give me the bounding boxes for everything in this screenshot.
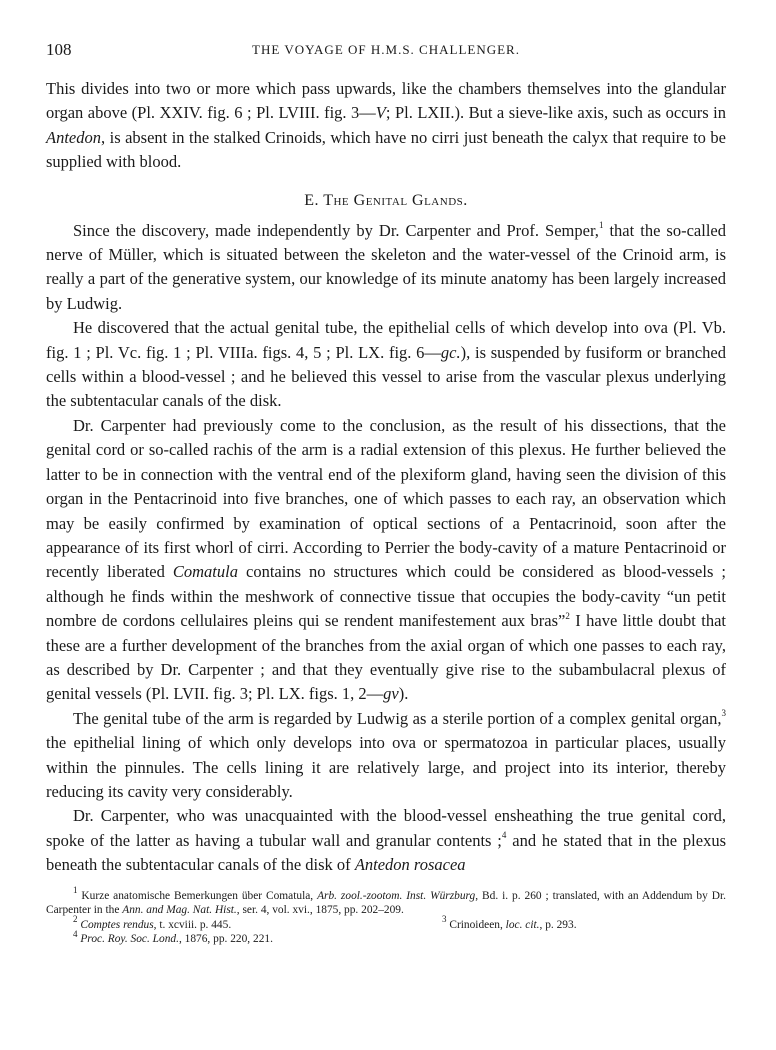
footnote-ref-1: 1 [598,220,604,231]
paragraph-ludwig-organ: The genital tube of the arm is regarded by Ludwig as a sterile portion of a complex genital organ,$^3$ the epithelial lining of which only develops into ova or spermatozoa in particular places, usually within the pinnules. The cells lining it are relatively large, and project into its interior, thereby reducing its cavity very considerably. [46,708,726,801]
footnote-ref-3: 3 [721,708,726,719]
footnote-1: $^1$ Kurze anatomische Bemerkungen über Comatula, Arb. zool.-zootom. Inst. Würzburg, Bd. i. p. 260 ; translated, with an Addendum by Dr. Carpenter in the Ann. and Mag. Nat. Hist., ser. 4, vol. xvi., 1875, pp. 202–209. [46,884,726,917]
page [46,40,726,947]
page-number: 108 [46,40,72,59]
paragraph-carpenter-cord: Dr. Carpenter, who was unacquainted with the blood-vessel ensheathing the true genital cord, spoke of the latter as having a tubular wall and granular contents ;$^4$ and he stated that in the plexus beneath the subtentacular canals of the disk of Antedon rosacea [46,806,727,875]
running-title: THE VOYAGE OF H.M.S. CHALLENGER. [252,42,520,57]
footnote-row [46,913,726,933]
footnote-3: $^3$ Crinoideen, loc. cit., p. 293. [442,913,577,931]
footnote-2: $^2$ Comptes rendus, t. xcviii. p. 445. [73,913,232,931]
page-header [46,40,726,66]
footnote-ref-4: 4 [501,830,507,841]
footnotes [46,884,726,947]
footnote-4: $^4$ Proc. Roy. Soc. Lond., 1876, pp. 220, 221. [73,928,273,946]
paragraph-continuation: This divides into two or more which pass upwards, like the chambers themselves into the glandular organ above (Pl. XXIV. fig. 6 ; Pl. LVIII. fig. 3—V; Pl. LXII.). But a sieve-like axis, such as occurs in Antedon, is absent in the stalked Crinoids, which have no cirri just beneath the calyx that require to be supplied with blood. [46,79,726,172]
section-heading: E. The Genital Glands. [304,191,468,209]
paragraph-discovery: Since the discovery, made independently by Dr. Carpenter and Prof. Semper,$^1$ that the so-called nerve of Müller, which is situated between the skeleton and the water-vessel of the Crinoid arm, is really a part of the generative system, our knowledge of its minute anatomy has been largely increased by Ludwig. [46,220,726,313]
paragraph-genital-tube: He discovered that the actual genital tube, the epithelial cells of which develop into ova (Pl. Vb. fig. 1 ; Pl. Vc. fig. 1 ; Pl. VIIIa. figs. 4, 5 ; Pl. LX. fig. 6—gc.), is suspended by fusiform or branched cells within a blood-vessel ; and he believed this vessel to arise from the vascular plexus underlying the subtentacular canals of the disk. [46,318,726,411]
footnote-row [46,928,726,947]
footnote-ref-2: 2 [565,610,570,621]
paragraph-carpenter-plexus: Dr. Carpenter had previously come to the conclusion, as the result of his dissections, that the genital cord or so-called rachis of the arm is a radial extension of this plexus. He further believed the latter to be in connection with the ventral end of the plexiform gland, having seen the division of this organ in the Pentacrinoid into five branches, one of which passes to each ray, an observation which may be easily confirmed by examination of optical sections of a Pentacrinoid, soon after the appearance of its first whorl of cirri. According to Perrier the body-cavity of a mature Pentacrinoid or recently liberated Comatula contains no structures which could be considered as blood-vessels ; although he finds within the meshwork of connective tissue that occupies the body-cavity “un petit nombre de cordons cellulaires pleins qui se rendent manifestement aux bras”$^2$ I have little doubt that these are a further development of the branches from the axial organ of which one passes to each ray, as described by Dr. Carpenter ; and that they eventually give rise to the subambulacral plexus of genital vessels (Pl. LVII. fig. 3; Pl. LX. figs. 1, 2—gv). [46,415,726,704]
